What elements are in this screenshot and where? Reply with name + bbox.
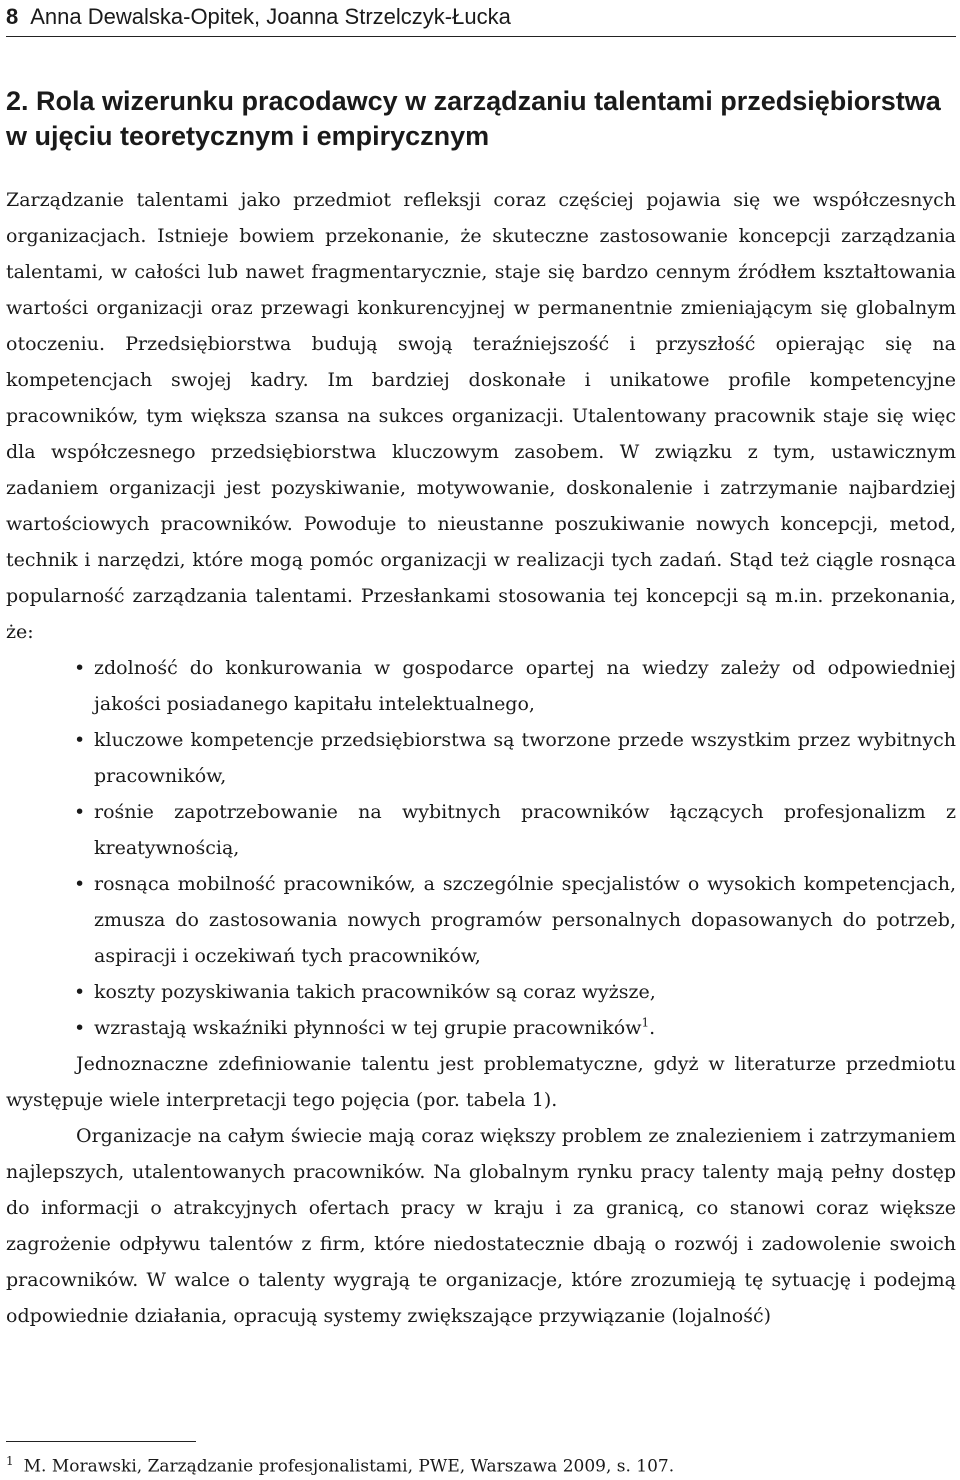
paragraph-1: Zarządzanie talentami jako przedmiot refleksji coraz częściej pojawia się we współczesnych organizacjach. Istnieje bowiem przekonanie, że skuteczne zastosowanie koncepcji zarządzania talentami, w całości lub nawet fragmentarycznie, staje się bardzo cennym źródłem kształtowania wartości organizacji oraz przewagi konkurencyjnej w permanentnie zmieniającym się globalnym otoczeniu. Przedsiębiorstwa budują swoją teraźniejszość i przyszłość opierając się na kompetencjach swojej kadry. Im bardziej doskonałe i unikatowe profile kompetencyjne pracowników, tym większa szansa na sukces organizacji. Utalentowany pracownik staje się więc dla współczesnego przedsiębiorstwa kluczowym zasobem. W związku z tym, ustawicznym zadaniem organizacji jest pozyskiwanie, motywowanie, doskonalenie i zatrzymanie najbardziej wartościowych pracowników. Powoduje to nieustanne poszukiwanie nowych koncepcji, metod, technik i narzędzi, które mogą pomóc organizacji w realizacji tych zadań. Stąd też ciągle rosnąca popularność zarządzania talentami. Przesłankami stosowania tej koncepcji są m.in. przekonania, że: bbox=[6, 189, 956, 643]
running-header bbox=[6, 0, 956, 37]
footnote bbox=[6, 1448, 956, 1480]
section-title: 2. Rola wizerunku pracodawcy w zarządzaniu talentami przedsiębiorstwa w ujęciu teoretycznym i empirycznym bbox=[6, 86, 941, 151]
bullet-item bbox=[6, 1010, 956, 1046]
bullet-icon: • bbox=[74, 729, 86, 751]
bullet-item bbox=[6, 794, 956, 866]
main-text bbox=[6, 182, 956, 1334]
bullet-text: zdolność do konkurowania w gospodarce opartej na wiedzy zależy od odpowiedniej jakości posiadanego kapitału intelektualnego, bbox=[94, 657, 956, 715]
paragraph-2: Jednoznaczne zdefiniowanie talentu jest problematyczne, gdyż w literaturze przedmiotu występuje wiele interpretacji tego pojęcia (por. tabela 1). bbox=[6, 1053, 956, 1111]
bullet-list bbox=[6, 650, 956, 1046]
footnote-separator bbox=[6, 1441, 196, 1442]
header-authors: Anna Dewalska-Opitek, Joanna Strzelczyk-Łucka bbox=[30, 4, 511, 29]
bullet-item bbox=[6, 722, 956, 794]
bullet-icon: • bbox=[74, 981, 86, 1003]
bullet-text: rośnie zapotrzebowanie na wybitnych pracowników łączących profesjonalizm z kreatywnością, bbox=[94, 801, 956, 859]
paragraph-3: Organizacje na całym świecie mają coraz większy problem ze znalezieniem i zatrzymaniem najlepszych, utalentowanych pracowników. Na globalnym rynku pracy talenty mają pełny dostęp do informacji o atrakcyjnych ofertach pracy w kraju i za granicą, co stanowi coraz większe zagrożenie odpływu talentów z firm, które niedostatecznie dbają o rozwój i zadowolenie swoich pracowników. W walce o talenty wygrają te organizacje, które zrozumieją tę sytuację i podejmą odpowiednie działania, opracują systemy zwiększające przywiązanie (lojalność) bbox=[6, 1125, 956, 1327]
bullet-text: koszty pozyskiwania takich pracowników są coraz wyższe, bbox=[94, 981, 656, 1003]
footnote-text: M. Morawski, Zarządzanie profesjonalistami, PWE, Warszawa 2009, s. 107. bbox=[23, 1456, 675, 1477]
bullet-item bbox=[6, 650, 956, 722]
bullet-text: wzrastają wskaźniki płynności w tej grupie pracowników bbox=[94, 1017, 642, 1039]
bullet-text: rosnąca mobilność pracowników, a szczególnie specjalistów o wysokich kompetencjach, zmusza do zastosowania nowych programów personalnych dopasowanych do potrzeb, aspiracji i oczekiwań tych pracowników, bbox=[94, 873, 956, 967]
footnote-reference[interactable]: 1 bbox=[641, 1015, 650, 1030]
footnote-number: 1 bbox=[6, 1454, 14, 1468]
page-number: 8 bbox=[6, 4, 19, 29]
bullet-item bbox=[6, 866, 956, 974]
bullet-icon: • bbox=[74, 873, 86, 895]
bullet-icon: • bbox=[74, 657, 86, 679]
bullet-text: kluczowe kompetencje przedsiębiorstwa są tworzone przede wszystkim przez wybitnych pracowników, bbox=[94, 729, 956, 787]
bullet-icon: • bbox=[74, 1017, 86, 1039]
bullet-icon: • bbox=[74, 801, 86, 823]
bullet-item bbox=[6, 974, 956, 1010]
bullet-end: . bbox=[649, 1017, 656, 1039]
